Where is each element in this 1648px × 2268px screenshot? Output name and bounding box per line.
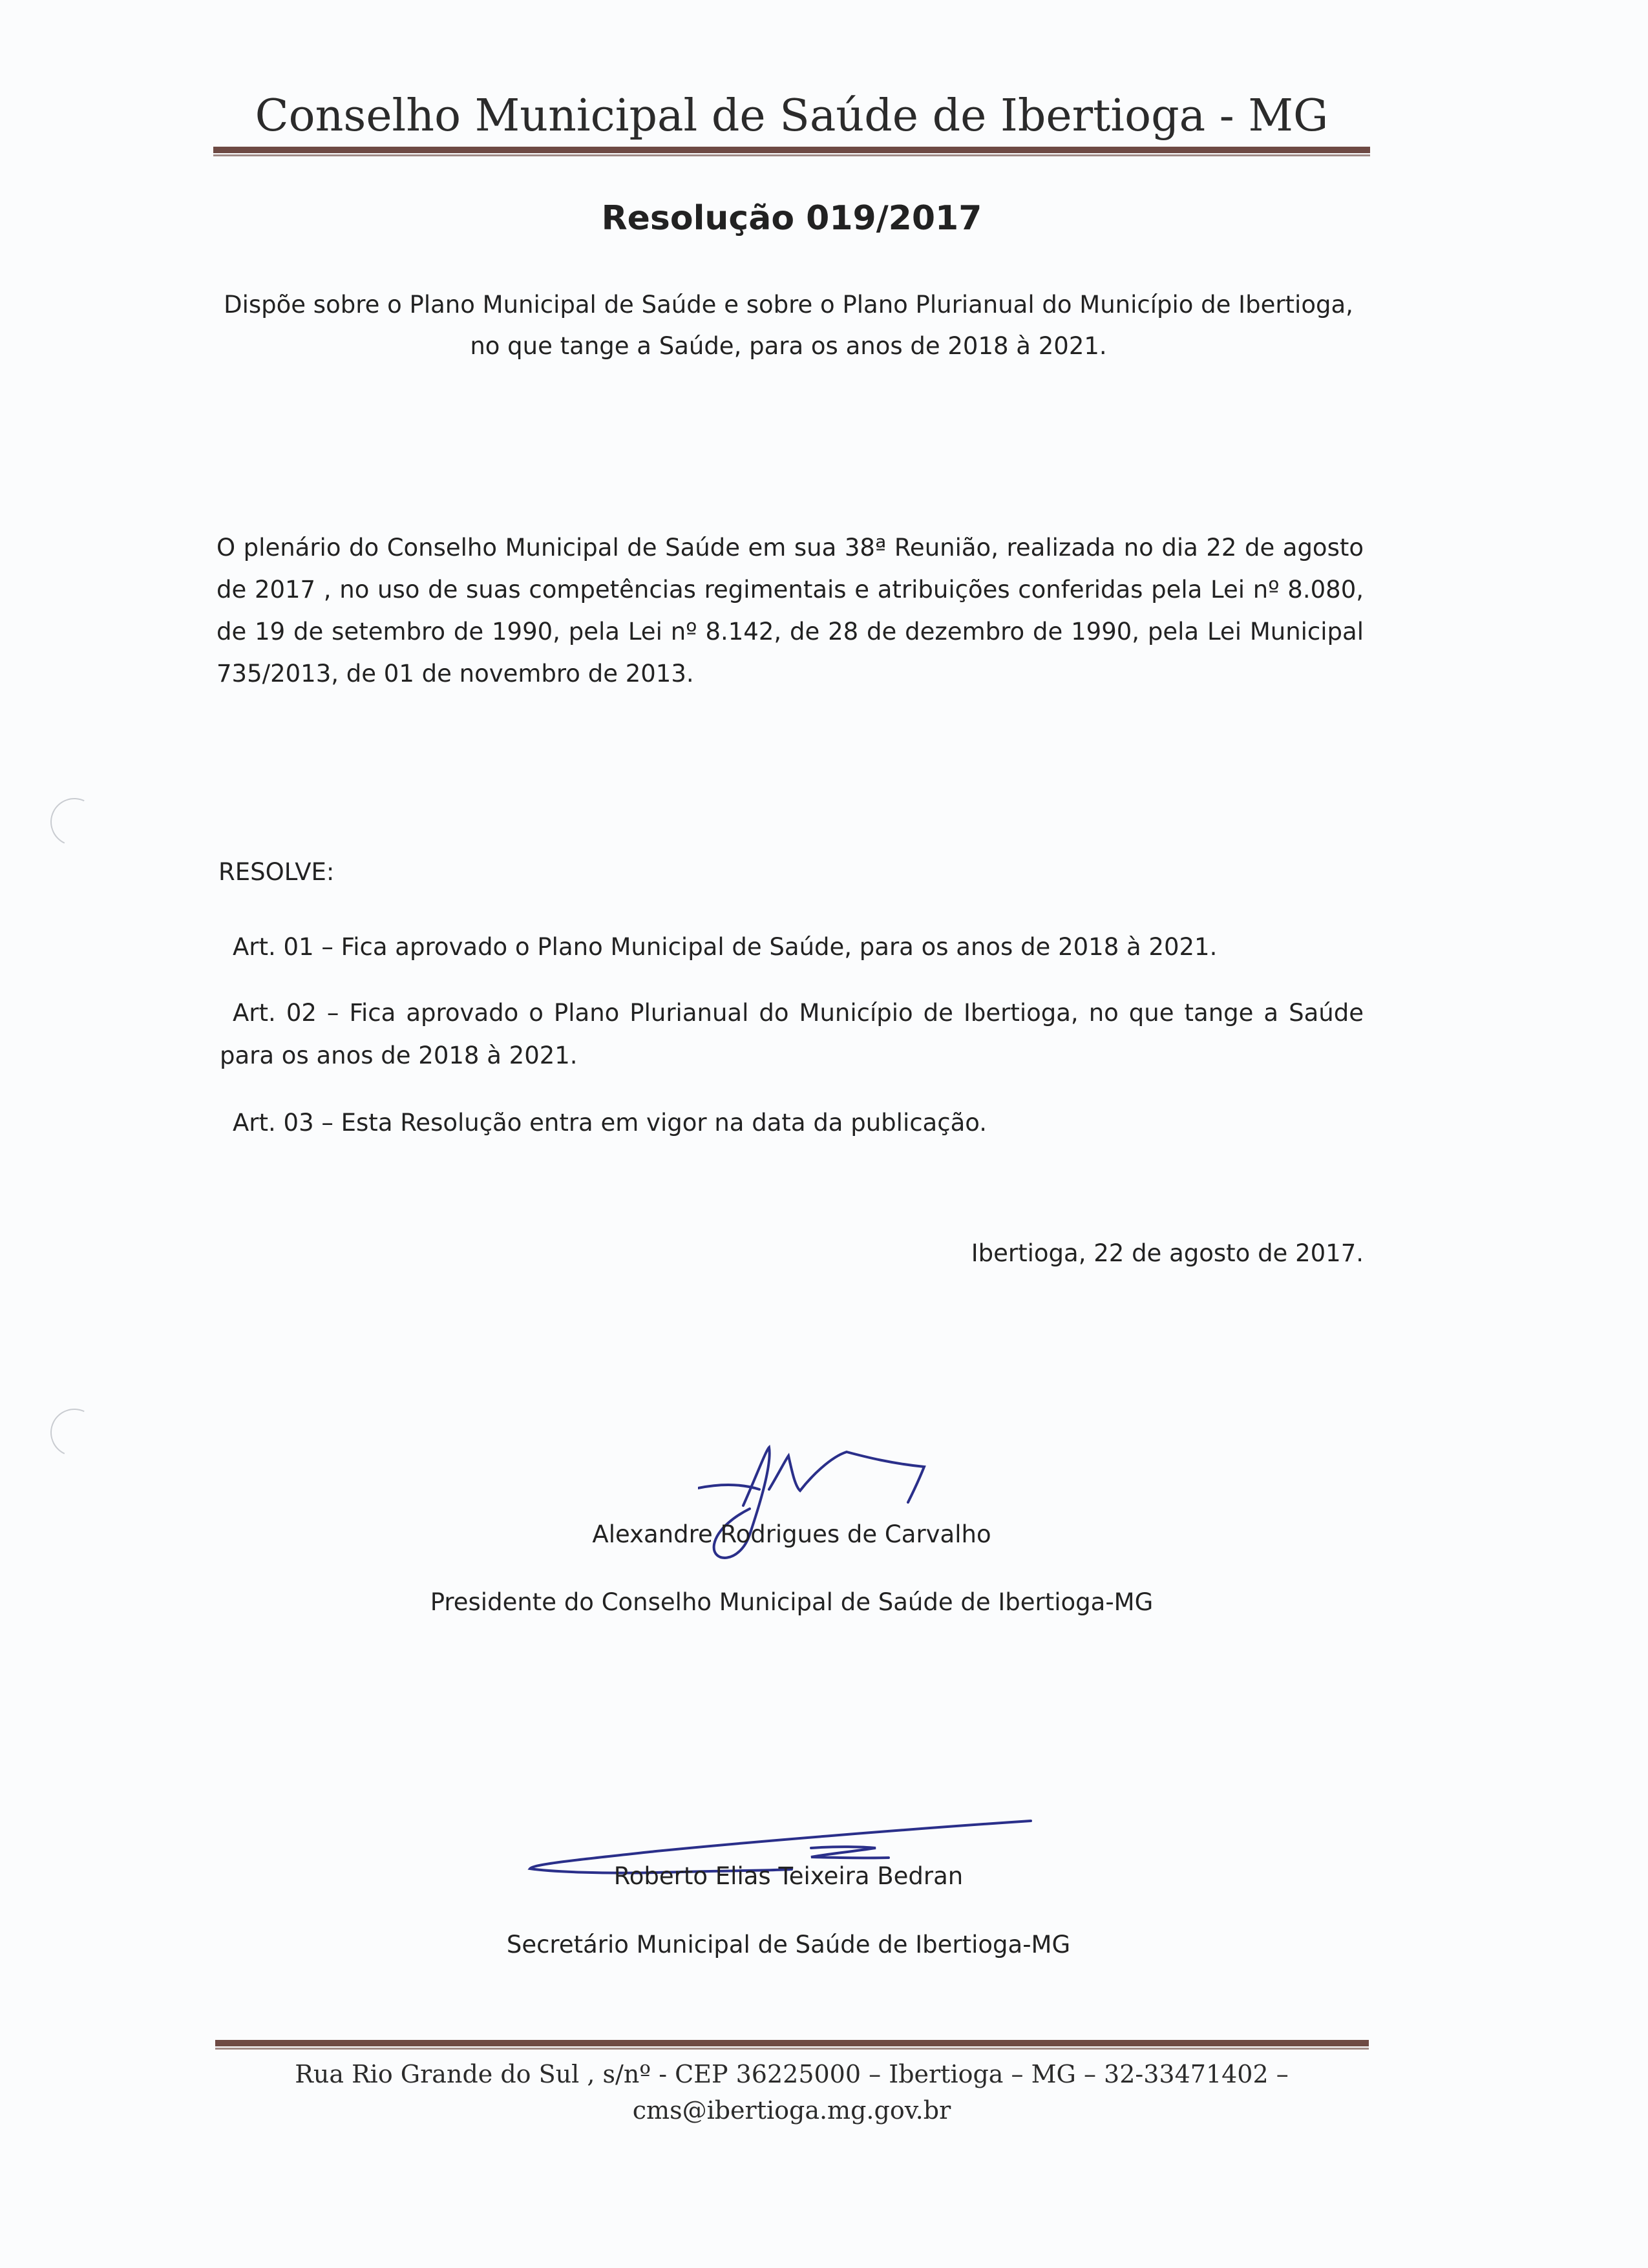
resolve-label: RESOLVE: — [218, 858, 335, 886]
summary-line-2: no que tange a Saúde, para os anos de 2018 à 2021. — [470, 332, 1107, 360]
header-rule — [213, 147, 1370, 153]
summary-line-1: Dispõe sobre o Plano Municipal de Saúde e sobre o Plano Plurianual do Município de Ibertioga, — [224, 291, 1353, 319]
punch-hole-mark — [44, 792, 105, 853]
letterhead-title: Conselho Municipal de Saúde de Ibertioga - MG — [255, 90, 1329, 142]
footer-email: cms@ibertioga.mg.gov.br — [632, 2096, 951, 2125]
handwritten-signature-president — [698, 1438, 969, 1573]
article-2-text: Art. 02 – Fica aprovado o Plano Plurianual do Município de Ibertioga, no que tange a Saúde para os anos de 2018 à 2021. — [220, 999, 1364, 1069]
article-1: Art. 01 – Fica aprovado o Plano Municipal de Saúde, para os anos de 2018 à 2021. — [233, 933, 1218, 961]
header-rule-thin — [213, 154, 1370, 156]
signatory-2-role: Secretário Municipal de Saúde de Ibertioga-MG — [506, 1931, 1071, 1958]
place-and-date: Ibertioga, 22 de agosto de 2017. — [971, 1239, 1364, 1267]
footer-address: Rua Rio Grande do Sul , s/nº - CEP 36225000 – Ibertioga – MG – 32-33471402 – — [295, 2060, 1289, 2088]
signatory-1-name: Alexandre Rodrigues de Carvalho — [592, 1520, 991, 1548]
punch-hole-mark — [44, 1402, 105, 1464]
signatory-2-name: Roberto Elias Teixeira Bedran — [613, 1862, 964, 1890]
intro-paragraph: O plenário do Conselho Municipal de Saúde em sua 38ª Reunião, realizada no dia 22 de agosto de 2017 , no uso de suas competências regimentais e atribuições conferidas pela Lei nº 8.080, de 19 de setembro de 1990, pela Lei nº 8.142, de 28 de dezembro de 1990, pela Lei Municipal 735/2013, de 01 de novembro de 2013. — [217, 534, 1364, 688]
footer-rule — [215, 2040, 1369, 2046]
resolution-summary — [207, 284, 1370, 367]
article-2 — [220, 992, 1364, 1077]
resolution-title: Resolução 019/2017 — [601, 199, 982, 238]
footer-contact — [213, 2056, 1370, 2128]
article-3: Art. 03 – Esta Resolução entra em vigor na data da publicação. — [233, 1109, 987, 1137]
footer-rule-thin — [215, 2048, 1369, 2050]
signatory-1-role: Presidente do Conselho Municipal de Saúde de Ibertioga-MG — [430, 1588, 1154, 1616]
